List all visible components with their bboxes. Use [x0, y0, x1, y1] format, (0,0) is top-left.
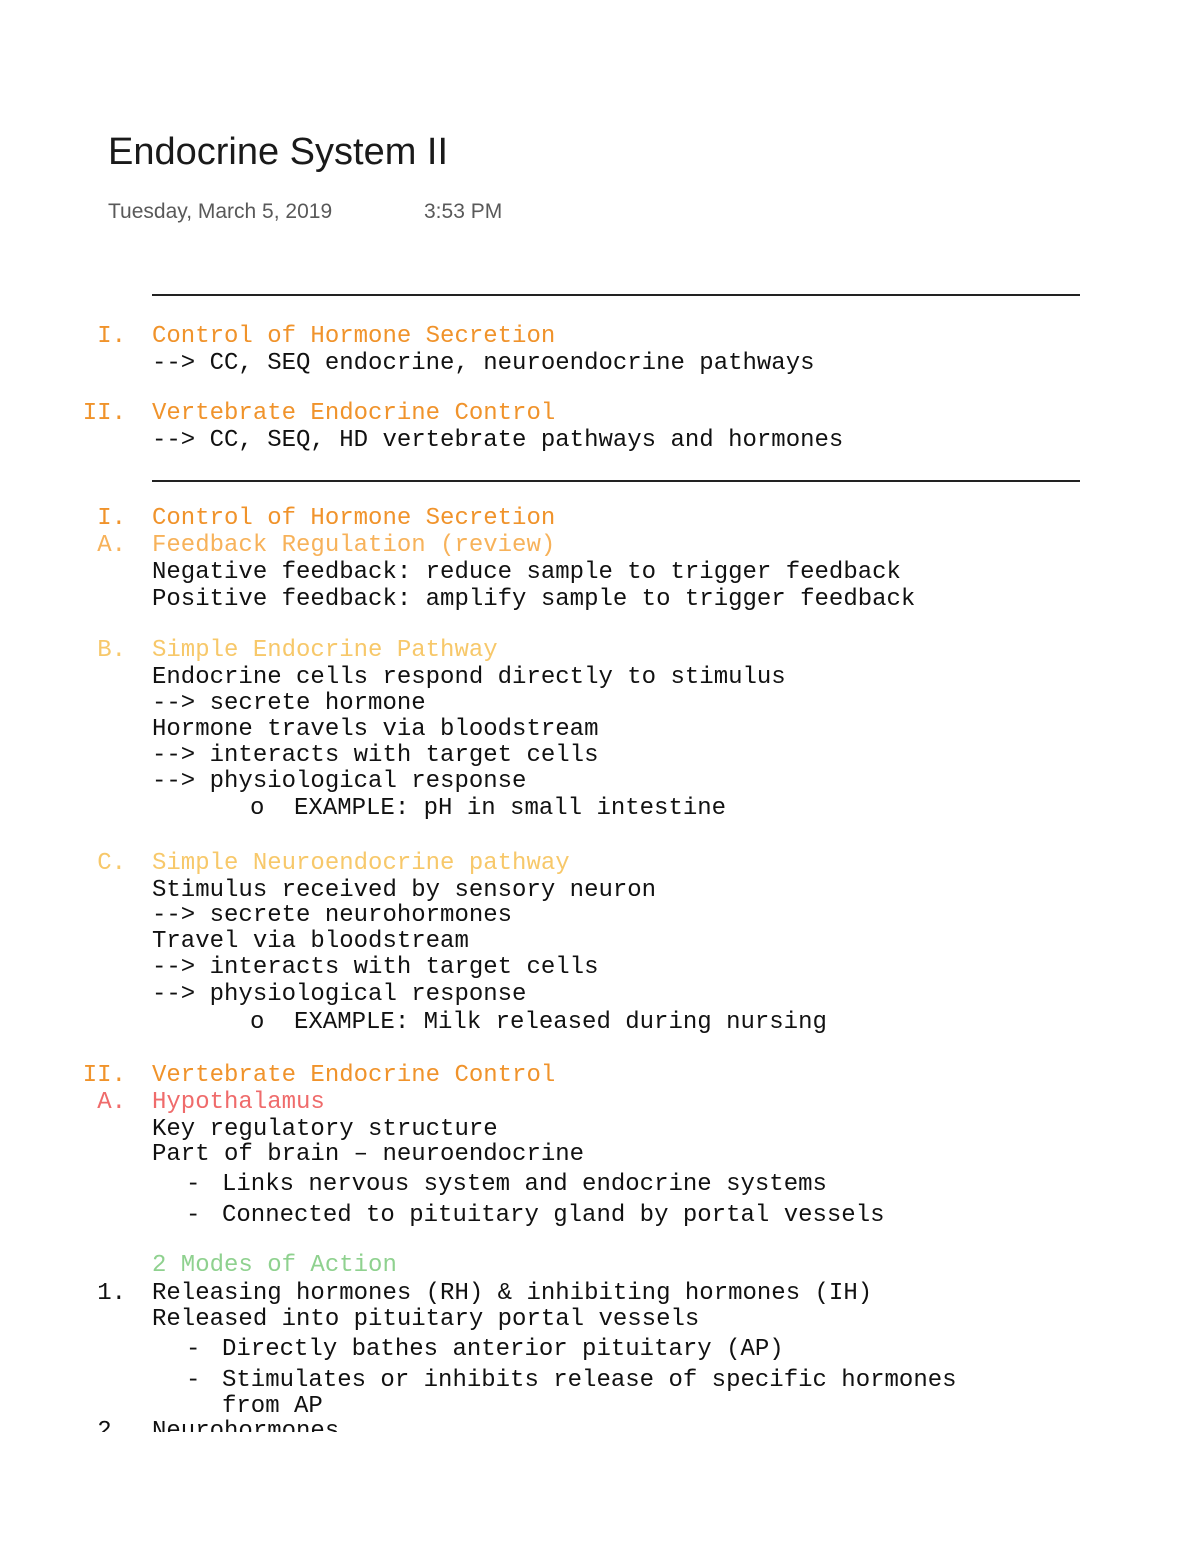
section1c-line-5: --> physiological response [152, 981, 527, 1008]
section2a-line-2: Part of brain – neuroendocrine [152, 1141, 585, 1168]
overview-line-2: --> CC, SEQ, HD vertebrate pathways and hormones [152, 427, 844, 454]
section2-heading: Vertebrate Endocrine Control [152, 1062, 556, 1089]
section2a-bullet-1: Links nervous system and endocrine systems [222, 1171, 827, 1198]
overview-line-1: --> CC, SEQ endocrine, neuroendocrine pathways [152, 350, 815, 377]
mode1-num: 1. [97, 1280, 126, 1307]
divider-top [152, 294, 1080, 296]
section1b-line-5: --> physiological response [152, 768, 527, 795]
page-title: Endocrine System II [108, 131, 449, 173]
overview-num-2: II. [82, 400, 126, 427]
mode1-text: Releasing hormones (RH) & inhibiting hormones (IH) [152, 1280, 873, 1307]
section1a-line-2: Positive feedback: amplify sample to trigger feedback [152, 586, 916, 613]
section1a-num: A. [97, 532, 126, 559]
section1c-line-1: Stimulus received by sensory neuron [152, 877, 657, 904]
section2-num: II. [82, 1062, 126, 1089]
dash-mark: - [186, 1171, 201, 1198]
page-time: 3:53 PM [424, 200, 503, 223]
section1b-line-2: --> secrete hormone [152, 690, 426, 717]
bullet-mark: o [250, 795, 265, 822]
dash-mark: - [186, 1336, 201, 1363]
section1b-example: EXAMPLE: pH in small intestine [294, 795, 727, 822]
mode1-bullet-2-cont: from AP [222, 1393, 323, 1420]
section1b-line-4: --> interacts with target cells [152, 742, 599, 769]
section2a-bullet-2: Connected to pituitary gland by portal vessels [222, 1202, 885, 1229]
section1-num: I. [97, 505, 126, 532]
section1b-num: B. [97, 637, 126, 664]
section1a-line-1: Negative feedback: reduce sample to trigger feedback [152, 559, 901, 586]
section1-heading: Control of Hormone Secretion [152, 505, 556, 532]
section2a-num: A. [97, 1089, 126, 1116]
page-cutoff-mask [0, 1432, 1200, 1553]
divider-bottom [152, 480, 1080, 482]
section1a-heading: Feedback Regulation (review) [152, 532, 556, 559]
dash-mark: - [186, 1202, 201, 1229]
section1c-line-4: --> interacts with target cells [152, 954, 599, 981]
section1c-example: EXAMPLE: Milk released during nursing [294, 1009, 827, 1036]
section1c-num: C. [97, 850, 126, 877]
bullet-mark: o [250, 1009, 265, 1036]
mode1-line: Released into pituitary portal vessels [152, 1306, 700, 1333]
section1b-heading: Simple Endocrine Pathway [152, 637, 498, 664]
dash-mark: - [186, 1367, 201, 1394]
section1c-heading: Simple Neuroendocrine pathway [152, 850, 570, 877]
modes-heading: 2 Modes of Action [152, 1252, 397, 1279]
section1c-line-3: Travel via bloodstream [152, 928, 469, 955]
overview-num-1: I. [97, 323, 126, 350]
section1c-line-2: --> secrete neurohormones [152, 902, 513, 929]
section1b-line-3: Hormone travels via bloodstream [152, 716, 599, 743]
page-date: Tuesday, March 5, 2019 [108, 200, 333, 223]
mode1-bullet-1: Directly bathes anterior pituitary (AP) [222, 1336, 784, 1363]
section2a-line-1: Key regulatory structure [152, 1116, 498, 1143]
overview-heading-1: Control of Hormone Secretion [152, 323, 556, 350]
section2a-heading: Hypothalamus [152, 1089, 325, 1116]
section1b-line-1: Endocrine cells respond directly to stimulus [152, 664, 786, 691]
mode1-bullet-2: Stimulates or inhibits release of specific hormones [222, 1367, 957, 1394]
overview-heading-2: Vertebrate Endocrine Control [152, 400, 556, 427]
